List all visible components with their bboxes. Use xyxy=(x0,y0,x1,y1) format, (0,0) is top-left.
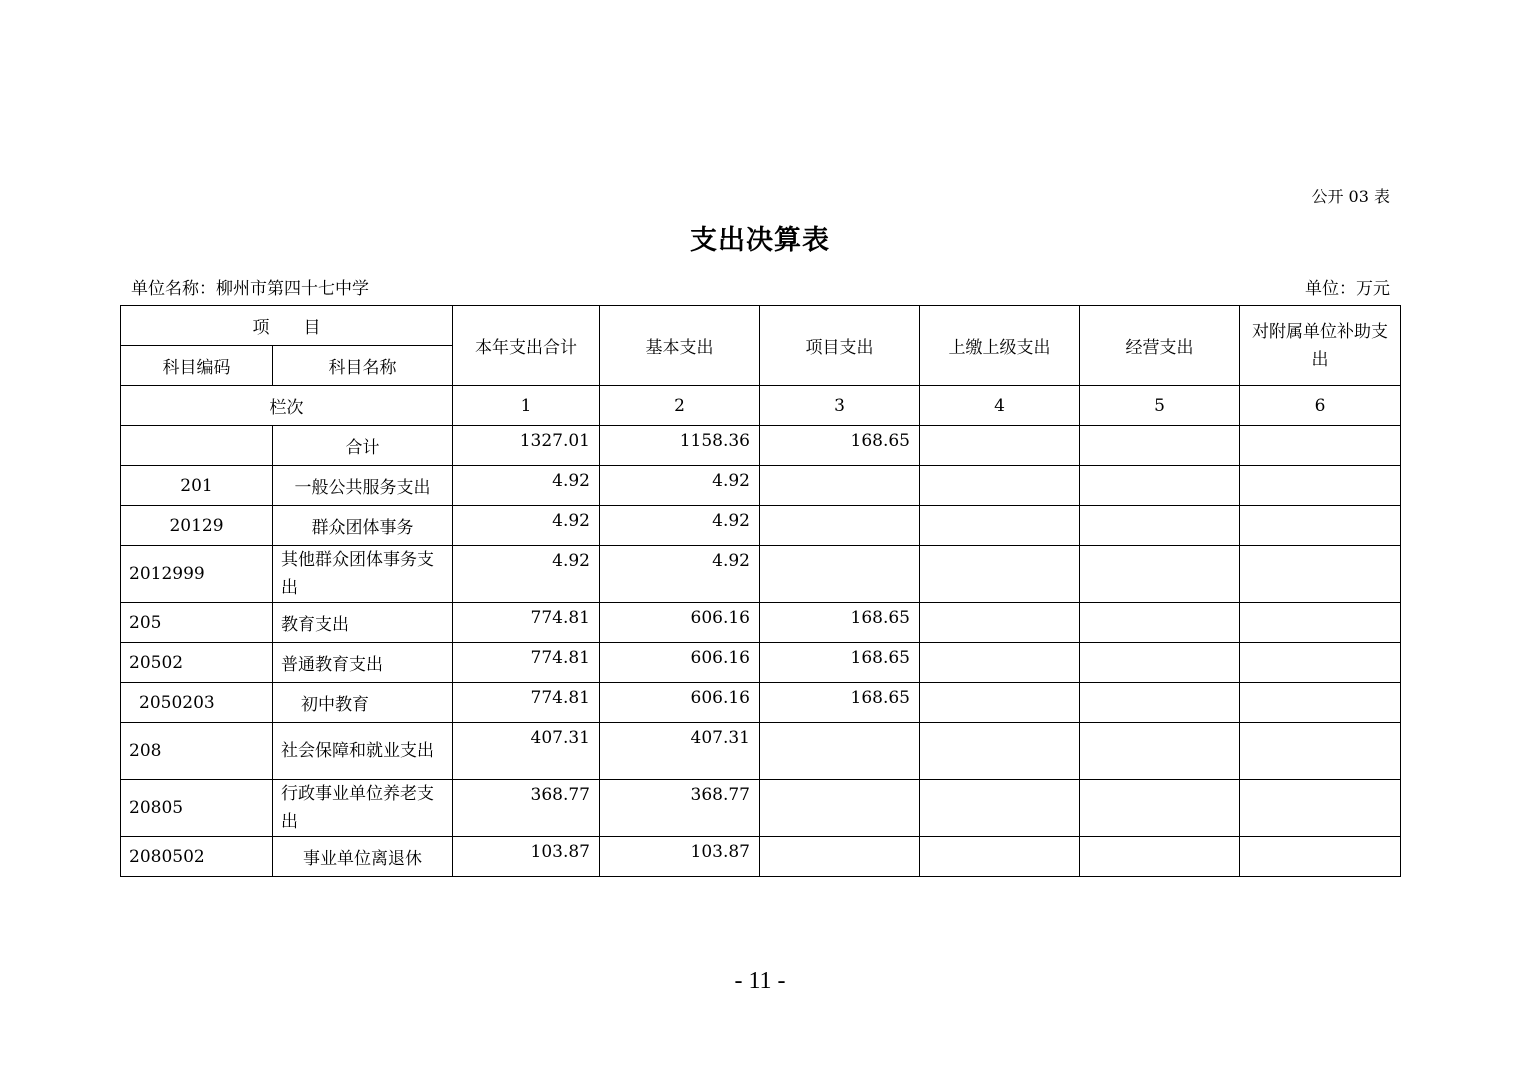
row-business xyxy=(1080,506,1240,546)
row-code: 2080502 xyxy=(121,837,273,877)
header-col3: 项目支出 xyxy=(760,306,920,386)
row-code: 2012999 xyxy=(121,546,273,603)
table-row xyxy=(121,643,1401,683)
row-name: 教育支出 xyxy=(273,603,453,643)
table-row xyxy=(121,723,1401,780)
table-row xyxy=(121,603,1401,643)
row-total: 103.87 xyxy=(453,837,600,877)
row-project: 168.65 xyxy=(760,643,920,683)
header-col2: 基本支出 xyxy=(600,306,760,386)
col-number-5: 5 xyxy=(1080,386,1240,426)
form-code: 公开 03 表 xyxy=(1311,187,1390,206)
row-project: 168.65 xyxy=(760,683,920,723)
row-code: 20502 xyxy=(121,643,273,683)
header-col5: 经营支出 xyxy=(1080,306,1240,386)
row-subsidy xyxy=(1240,780,1401,837)
row-project xyxy=(760,466,920,506)
row-total: 1327.01 xyxy=(453,426,600,466)
page-title: 支出决算表 xyxy=(690,225,830,256)
row-business xyxy=(1080,643,1240,683)
table-row xyxy=(121,837,1401,877)
row-subsidy xyxy=(1240,837,1401,877)
header-lanci: 栏次 xyxy=(121,386,453,426)
row-total: 4.92 xyxy=(453,506,600,546)
row-project xyxy=(760,837,920,877)
row-upper xyxy=(920,546,1080,603)
table-row xyxy=(121,546,1401,603)
header-name: 科目名称 xyxy=(273,346,453,386)
row-subsidy xyxy=(1240,683,1401,723)
row-upper xyxy=(920,603,1080,643)
row-upper xyxy=(920,683,1080,723)
header-col6: 对附属单位补助支出 xyxy=(1240,306,1401,386)
row-total: 4.92 xyxy=(453,466,600,506)
row-total: 774.81 xyxy=(453,643,600,683)
row-basic: 606.16 xyxy=(600,643,760,683)
table-row xyxy=(121,780,1401,837)
header-col1: 本年支出合计 xyxy=(453,306,600,386)
row-subsidy xyxy=(1240,643,1401,683)
header-project: 项 目 xyxy=(121,306,453,346)
row-basic: 1158.36 xyxy=(600,426,760,466)
row-total: 774.81 xyxy=(453,683,600,723)
col-number-2: 2 xyxy=(600,386,760,426)
row-code xyxy=(121,426,273,466)
row-business xyxy=(1080,426,1240,466)
row-name: 社会保障和就业支出 xyxy=(273,723,453,780)
row-basic: 4.92 xyxy=(600,466,760,506)
row-business xyxy=(1080,780,1240,837)
page-number: - 11 - xyxy=(734,968,786,994)
row-basic: 407.31 xyxy=(600,723,760,780)
table-row xyxy=(121,506,1401,546)
expenditure-table xyxy=(120,305,1401,877)
row-name: 行政事业单位养老支出 xyxy=(273,780,453,837)
row-total: 774.81 xyxy=(453,603,600,643)
row-name: 初中教育 xyxy=(273,683,453,723)
row-business xyxy=(1080,723,1240,780)
row-code: 2050203 xyxy=(121,683,273,723)
header-col4: 上缴上级支出 xyxy=(920,306,1080,386)
row-basic: 606.16 xyxy=(600,603,760,643)
row-upper xyxy=(920,723,1080,780)
row-business xyxy=(1080,466,1240,506)
row-name: 一般公共服务支出 xyxy=(273,466,453,506)
row-upper xyxy=(920,426,1080,466)
row-code: 20805 xyxy=(121,780,273,837)
row-subsidy xyxy=(1240,426,1401,466)
row-project xyxy=(760,723,920,780)
row-project xyxy=(760,506,920,546)
row-upper xyxy=(920,643,1080,683)
row-upper xyxy=(920,837,1080,877)
col-number-4: 4 xyxy=(920,386,1080,426)
row-project xyxy=(760,780,920,837)
row-name: 合计 xyxy=(273,426,453,466)
row-name: 其他群众团体事务支出 xyxy=(273,546,453,603)
unit-name: 单位名称：柳州市第四十七中学 xyxy=(131,279,369,299)
row-name: 群众团体事务 xyxy=(273,506,453,546)
table-row xyxy=(121,466,1401,506)
col-number-1: 1 xyxy=(453,386,600,426)
row-total: 4.92 xyxy=(453,546,600,603)
row-project: 168.65 xyxy=(760,603,920,643)
col-number-6: 6 xyxy=(1240,386,1401,426)
row-basic: 4.92 xyxy=(600,506,760,546)
row-code: 201 xyxy=(121,466,273,506)
row-business xyxy=(1080,683,1240,723)
row-upper xyxy=(920,466,1080,506)
row-name: 普通教育支出 xyxy=(273,643,453,683)
row-code: 208 xyxy=(121,723,273,780)
row-upper xyxy=(920,780,1080,837)
row-subsidy xyxy=(1240,723,1401,780)
row-code: 205 xyxy=(121,603,273,643)
unit-label: 单位：万元 xyxy=(1305,279,1390,299)
row-name: 事业单位离退休 xyxy=(273,837,453,877)
row-subsidy xyxy=(1240,603,1401,643)
row-total: 407.31 xyxy=(453,723,600,780)
row-basic: 4.92 xyxy=(600,546,760,603)
row-project xyxy=(760,546,920,603)
header-code: 科目编码 xyxy=(121,346,273,386)
row-subsidy xyxy=(1240,466,1401,506)
row-subsidy xyxy=(1240,506,1401,546)
row-total: 368.77 xyxy=(453,780,600,837)
row-project: 168.65 xyxy=(760,426,920,466)
row-code: 20129 xyxy=(121,506,273,546)
table-row xyxy=(121,683,1401,723)
table-row xyxy=(121,426,1401,466)
row-business xyxy=(1080,603,1240,643)
row-basic: 368.77 xyxy=(600,780,760,837)
row-basic: 103.87 xyxy=(600,837,760,877)
row-upper xyxy=(920,506,1080,546)
col-number-3: 3 xyxy=(760,386,920,426)
row-subsidy xyxy=(1240,546,1401,603)
row-business xyxy=(1080,837,1240,877)
row-business xyxy=(1080,546,1240,603)
row-basic: 606.16 xyxy=(600,683,760,723)
